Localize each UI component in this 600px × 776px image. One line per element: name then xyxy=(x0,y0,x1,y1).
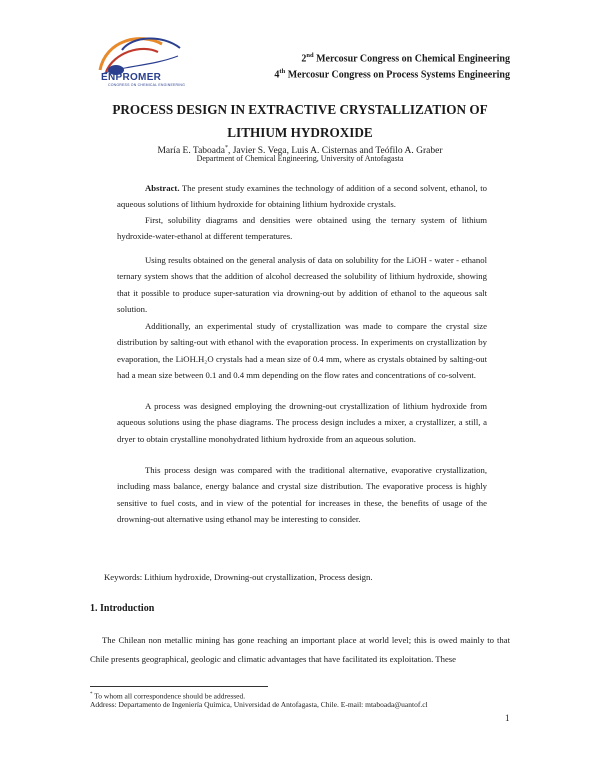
logo-subtext: CONGRESS ON CHEMICAL ENGINEERING xyxy=(108,83,186,87)
congress-header xyxy=(274,49,510,82)
abstract-paragraph-6: This process design was compared with the traditional alternative, evaporative crystallization, including mass balance, energy balance and crystal size distribution. The evaporative process is highly sensitive to fuel costs, and in view of the potential for increases in these, the benefits of usage of the drowning-out alternative using ethanol may be interesting to consider. xyxy=(117,465,487,524)
abstract-paragraph-1: Abstract. The present study examines the technology of addition of a second solvent, ethanol, to aqueous solutions of lithium hydroxide for obtaining lithium hydroxide crystals. xyxy=(117,183,487,210)
header-line-2: 4th Mercosur Congress on Process Systems Engineering xyxy=(274,68,510,81)
department: Department of Chemical Engineering, University of Antofagasta xyxy=(196,154,404,163)
abstract-paragraph-4: Additionally, an experimental study of crystallization was made to compare the crystal size distribution by salting-out with ethanol with the evaporation process. In experiments on crystallization by evaporation, the LiOH.H₂O crystals had a mean size of 0.4 mm, where as crystals obtained by salting-out had a mean size between 0.1 and 0.4 mm depending on the flow rates and concentrations of co-solvent. xyxy=(117,321,487,380)
section-title: 1. Introduction xyxy=(90,603,155,614)
footnote-rule xyxy=(90,686,268,687)
abstract-paragraph-5: A process was designed employing the drowning-out crystallization of lithium hydroxide from aqueous solutions using the phase diagrams. The process design includes a mixer, a crystallizer, a still, a dryer to obtain crystalline monohydrated lithium hydroxide from an aqueous solution. xyxy=(117,401,487,444)
intro-paragraph: The Chilean non metallic mining has gone reaching an important place at world level; this is owed mainly to that Chile presents geographical, geologic and climatic advantages that have facilitated its exploitation. These xyxy=(90,635,510,664)
paper-title xyxy=(0,98,600,144)
abstract-paragraph-2: First, solubility diagrams and densities were obtained using the ternary system of lithium hydroxide-water-ethanol at different temperatures. xyxy=(117,215,487,242)
title-line-2: LITHIUM HYDROXIDE xyxy=(227,125,373,140)
logo-text: ENPROMER xyxy=(101,72,162,83)
authors: María E. Taboada*, Javier S. Vega, Luis A. Cisternas and Teófilo A. Graber xyxy=(157,145,443,157)
abstract-paragraph-3: Using results obtained on the general analysis of data on solubility for the LiOH - water - ethanol ternary system shows that the addition of alcohol decreased the solubility of lithium hydroxide, showing that it possible to produce super-saturation via drowning-out by addition of ethanol to the aqueous salt solution. xyxy=(117,255,487,314)
abstract-label: Abstract. xyxy=(145,183,180,193)
page-number: 1 xyxy=(505,713,510,723)
header-line-1: 2nd Mercosur Congress on Chemical Engineering xyxy=(301,52,510,65)
footnote-address: Address: Departamento de Ingeniería Química, Universidad de Antofagasta, Chile. E-mail: mtaboada@uantof.cl xyxy=(90,700,428,709)
footnote-correspondence: * To whom all correspondence should be addressed. xyxy=(90,691,246,701)
title-line-1: PROCESS DESIGN IN EXTRACTIVE CRYSTALLIZATION OF xyxy=(112,102,488,117)
keywords: Keywords: Lithium hydroxide, Drowning-out crystallization, Process design. xyxy=(104,572,373,582)
